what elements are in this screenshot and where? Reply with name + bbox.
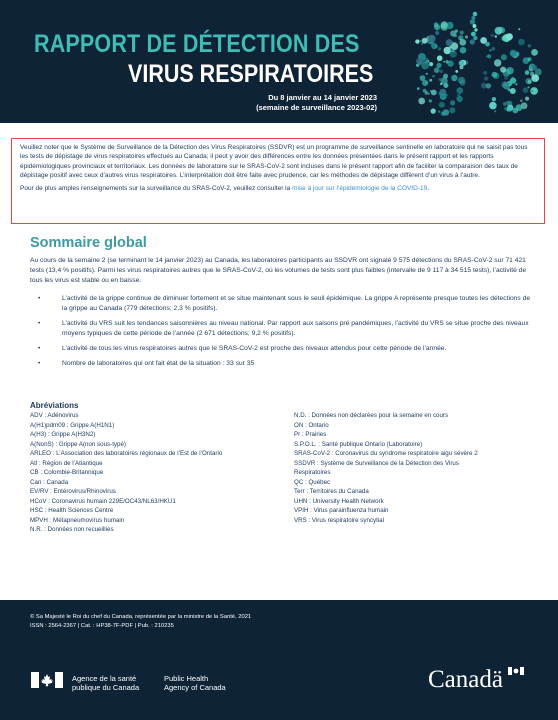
abbreviation-item: ARLEO : L’Association des laboratoires régionaux de l’Est de l’Ontario — [30, 450, 223, 457]
lung-bubble — [437, 55, 443, 61]
report-title-line2: VIRUS RESPIRATOIRES — [128, 60, 374, 88]
lung-bubble — [431, 108, 436, 113]
report-dates — [237, 93, 377, 113]
lung-bubble — [418, 98, 425, 105]
lung-bubble — [494, 110, 496, 112]
lung-bubble — [506, 33, 513, 40]
abbreviation-item: EV/RV : Entérovirus/Rhinovirus — [30, 488, 116, 495]
lung-bubble — [455, 29, 458, 32]
disclaimer-notice — [11, 138, 545, 224]
lung-bubble — [501, 54, 507, 60]
lung-bubble — [525, 70, 530, 75]
lung-bubble — [525, 97, 529, 101]
abbreviation-item: CB : Colombie-Britannique — [30, 469, 104, 476]
lung-bubble — [423, 89, 427, 93]
lung-bubble — [457, 87, 464, 94]
lung-bubble — [460, 47, 467, 54]
lung-bubble — [435, 45, 438, 48]
summary-bullet: • L’activité de la grippe continue de diminuer fortement et se situe maintenant sous le seuil épidémique. La grippe A représente presque toutes les détections de la grippe au Canada (779 détections; 2,3 % positifs). — [38, 295, 531, 312]
lung-bubble — [443, 61, 445, 63]
lung-bubble — [441, 112, 445, 116]
lung-bubble — [420, 75, 426, 81]
abbreviation-item: SSDVR : Système de Surveillance de la Détection des Virus Respiratoires — [294, 459, 459, 476]
abbreviation-item: Atl : Région de l’Atlantique — [30, 459, 103, 467]
lung-bubble — [526, 78, 532, 84]
lung-bubble — [421, 43, 423, 45]
notice-paragraph-2-end: . — [427, 184, 429, 192]
abbreviation-item: ADV : Adénovirus — [30, 412, 79, 419]
summary-bullet: • L’activité de tous les virus respiratoires autres que le SRAS-CoV-2 est proche des niveaux attendus pour cette période de l’année. — [38, 345, 447, 352]
lung-bubble — [492, 47, 496, 51]
lung-bubble — [492, 72, 498, 78]
lung-bubble — [428, 35, 436, 43]
canada-wordmark: Canadä — [428, 666, 503, 693]
lung-bubble — [449, 107, 455, 113]
lung-bubble — [455, 70, 458, 73]
lung-bubble — [438, 47, 441, 50]
lung-bubble — [439, 102, 445, 108]
lung-bubble — [443, 83, 448, 88]
lung-bubble — [532, 65, 537, 70]
lung-bubble — [485, 42, 490, 47]
lung-bubble — [534, 80, 536, 82]
lung-bubble — [417, 87, 420, 90]
lung-bubble — [504, 81, 506, 83]
abbreviation-item: UHN : University Health Network — [294, 497, 384, 505]
abbreviations-right-column — [294, 411, 478, 525]
lung-bubble — [508, 88, 511, 91]
abbreviation-item: A(H3) : Grippe A(H3N2) — [30, 431, 96, 438]
lung-bubble — [489, 49, 491, 51]
lung-bubble — [428, 93, 430, 95]
surveillance-week: (semaine de surveillance 2023-02) — [256, 103, 377, 112]
lung-bubble — [443, 74, 448, 79]
summary-bullet: • Nombre de laboratoires qui ont fait état de la situation : 33 sur 35 — [38, 360, 255, 367]
lung-bubble — [528, 86, 530, 88]
lung-bubble — [471, 32, 476, 37]
lung-bubble — [429, 62, 433, 66]
lung-bubble — [426, 73, 428, 75]
lung-bubble — [422, 38, 428, 44]
lung-bubble — [441, 21, 448, 28]
lung-bubble — [491, 34, 494, 37]
lung-bubble — [520, 100, 523, 103]
canada-flag-icon — [31, 672, 63, 688]
lung-bubble — [496, 61, 498, 63]
lung-bubble — [489, 102, 497, 110]
abbreviation-item: ON : Ontario — [294, 421, 329, 429]
lung-bubble — [500, 67, 506, 73]
lung-bubble — [473, 24, 477, 28]
lung-bubble — [487, 54, 491, 58]
lung-bubble — [506, 67, 513, 74]
lung-bubble — [531, 90, 534, 93]
lung-bubble — [523, 87, 529, 93]
lung-bubble — [495, 27, 503, 35]
agency-fr-line2: publique du Canada — [72, 683, 140, 692]
lung-bubble — [440, 83, 442, 85]
lung-bubble — [451, 49, 454, 52]
lung-bubble — [460, 31, 464, 35]
copyright-block — [30, 613, 251, 631]
lung-bubble — [459, 60, 465, 66]
notice-paragraph-1: Veuillez noter que le Système de Surveillance de la Détection des Virus Respiratoires (SSDVR) est un programme de surveillance sentinelle en laboratoire qui ne saisit pas tous les tests de dépistage de virus respiratoires effectués au Canada; il peut y avoir des différences entre les données présentées dans le présent rapport et les rapports épidémiologiques provinciaux et territoriaux. Les données de laboratoire sur le SRAS-CoV-2 sont incluses dans le présent rapport afin de faciliter la comparaison des taux de dépistage positif avec ceux d’autres virus respiratoires. L’interprétation doit être faite avec prudence, car les méthodes de dépistage diffèrent d’un virus à l’autre. — [20, 144, 528, 180]
abbreviation-item: S.P.O.L. : Santé publique Ontario (Laboratoire) — [294, 440, 423, 448]
lung-bubble — [507, 83, 509, 85]
lung-bubble — [460, 65, 464, 69]
lung-bubble — [429, 79, 432, 82]
lung-bubble — [507, 106, 513, 112]
lung-bubble — [492, 97, 496, 101]
lung-bubble — [515, 83, 517, 85]
lungs-bubbles-icon — [405, 8, 545, 118]
lung-bubble — [531, 49, 538, 56]
lung-bubble — [436, 63, 441, 68]
abbreviation-item: SRAS-CoV-2 : Coronavirus du syndrome respiratoire aigu sévère 2 — [294, 450, 478, 457]
abbreviation-item: N.R. : Données non recueillies — [30, 526, 114, 533]
bullet-text: L’activité de la grippe continue de diminuer fortement et se situe maintenant sous le seuil épidémique. La grippe A représente presque toutes les détections de la grippe au Canada (779 détections; 2,3 % positifs). — [62, 295, 531, 312]
summary-heading: Sommaire global — [30, 235, 147, 251]
covid-epidemiology-link[interactable]: mise à jour sur l’épidémiologie de la COVID-19 — [292, 184, 428, 192]
lung-bubble — [445, 60, 448, 63]
lung-bubble — [421, 62, 429, 70]
lung-bubble — [495, 35, 497, 37]
lung-bubble — [512, 108, 518, 114]
lung-bubble — [473, 12, 478, 17]
publication-ids: ISSN : 2564-2367 | Cat. : HP38-7F-PDF | Pub. : 210235 — [30, 623, 174, 629]
summary-bullet: • L’activité du VRS suit les tendances saisonnières au niveau national. Par rapport aux saisons pré pandémiques, l’activité du VRS se situe proche des niveaux moyens typiques de cette période de l’année (2 671 détections; 9,2 % positifs). — [38, 320, 529, 337]
lung-bubble — [458, 35, 463, 40]
abbreviation-item: MPVH : Métapneumovirus humain — [30, 516, 125, 524]
lung-bubble — [510, 78, 516, 84]
lung-bubble — [458, 77, 465, 84]
abbreviation-item: VRS : Virus respiratoire syncytial — [294, 516, 384, 524]
lung-bubble — [504, 76, 508, 80]
abbreviation-item: VPIH : Virus parainfluenza humain — [294, 507, 389, 514]
lung-bubble — [484, 76, 488, 80]
lung-bubble — [438, 110, 441, 113]
agency-fr-line1: Agence de la santé — [72, 674, 137, 683]
notice-paragraph-2-text: Pour de plus amples renseignements sur la surveillance du SRAS-CoV-2, veuillez consulter la — [20, 184, 291, 192]
lung-bubble — [434, 67, 440, 73]
lung-bubble — [457, 94, 460, 97]
lung-bubble — [528, 44, 531, 47]
report-title-line1: RAPPORT DE DÉTECTION DES — [34, 30, 360, 58]
canada-wordmark-flag-icon — [508, 667, 524, 675]
lung-bubble — [470, 19, 475, 24]
agency-name-english — [164, 674, 226, 692]
lung-bubble — [434, 22, 439, 27]
summary-intro: Au cours de la semaine 2 (se terminant le 14 janvier 2023) au Canada, les laboratoires participants au SSDVR ont signalé 9 575 détections du SRAS-CoV-2 sur 71 421 tests (13,4 % positifs). Parmi les virus respiratoires autres que le SRAS-CoV-2, où les volumes de tests sont plus faibles (intervalle de 9 117 à 34 515 tests), l’activité de tous les virus est stable ou en baisse. — [30, 257, 527, 284]
lung-bubble — [510, 88, 516, 94]
bullet-text: L’activité de tous les virus respiratoires autres que le SRAS-CoV-2 est proche des niveaux attendus pour cette période de l’année. — [62, 345, 447, 352]
lung-bubble — [454, 34, 457, 37]
lung-bubble — [518, 39, 525, 46]
bullet-text: L’activité du VRS suit les tendances saisonnières au niveau national. Par rapport aux saisons pré pandémiques, l’activité du VRS se situe proche des niveaux moyens typiques de cette période de l’année (2 671 détections; 9,2 % positifs). — [62, 320, 529, 337]
abbreviation-item: Pr : Prairies — [294, 431, 327, 438]
abbreviation-item: Terr : Territoires du Canada — [294, 488, 369, 495]
lung-bubble — [510, 50, 517, 57]
lung-bubble — [440, 70, 444, 74]
lung-bubble — [503, 102, 507, 106]
bullet-text: Nombre de laboratoires qui ont fait état de la situation : 33 sur 35 — [62, 360, 255, 367]
lung-bubble — [431, 90, 437, 96]
lung-bubble — [474, 28, 477, 31]
lung-bubble — [440, 93, 447, 100]
agency-en-line2: Agency of Canada — [164, 683, 226, 692]
lung-bubble — [415, 39, 419, 43]
lung-bubble — [483, 71, 487, 75]
lung-bubble — [432, 75, 434, 77]
summary-bullets — [30, 294, 535, 374]
lung-bubble — [465, 35, 468, 38]
abbreviation-item: Can : Canada — [30, 478, 69, 486]
abbreviation-item: N.D. : Données non déclarées pour la semaine en cours — [294, 412, 449, 419]
abbreviations-left-column — [30, 411, 290, 535]
lung-bubble — [438, 78, 441, 81]
lung-bubble — [450, 100, 455, 105]
lung-bubble — [528, 57, 532, 61]
abbreviation-item: HCoV : Coronavirus humain 229E/OC43/NL63/HKU1 — [30, 497, 176, 505]
lung-bubble — [518, 28, 520, 30]
copyright-text: © Sa Majesté le Roi du chef du Canada, représentée par la ministre de la Santé, 2021 — [30, 614, 252, 620]
lung-bubble — [444, 47, 451, 54]
lung-bubble — [470, 39, 475, 44]
abbreviation-item: A(NonS) : Grippe A(non sous-typé) — [30, 440, 126, 448]
abbreviation-item: HSC : Health Sciences Centre — [30, 507, 114, 514]
abbreviations-heading: Abréviations — [30, 401, 79, 410]
agency-en-line1: Public Health — [164, 674, 209, 683]
lung-bubble — [435, 31, 439, 35]
lung-bubble — [446, 39, 453, 46]
abbreviation-item: QC : Québec — [294, 478, 331, 486]
lung-bubble — [473, 36, 477, 40]
notice-paragraph-2 — [20, 184, 536, 193]
agency-name-french — [72, 674, 139, 692]
date-range: Du 8 janvier au 14 janvier 2023 — [268, 93, 377, 102]
lung-bubble — [429, 99, 432, 102]
lung-bubble — [451, 75, 457, 81]
lung-bubble — [486, 83, 491, 88]
abbreviation-item: A(H1)pdm09 : Grippe A(H1N1) — [30, 421, 115, 429]
lung-bubble — [420, 40, 422, 42]
report-header — [0, 0, 558, 123]
